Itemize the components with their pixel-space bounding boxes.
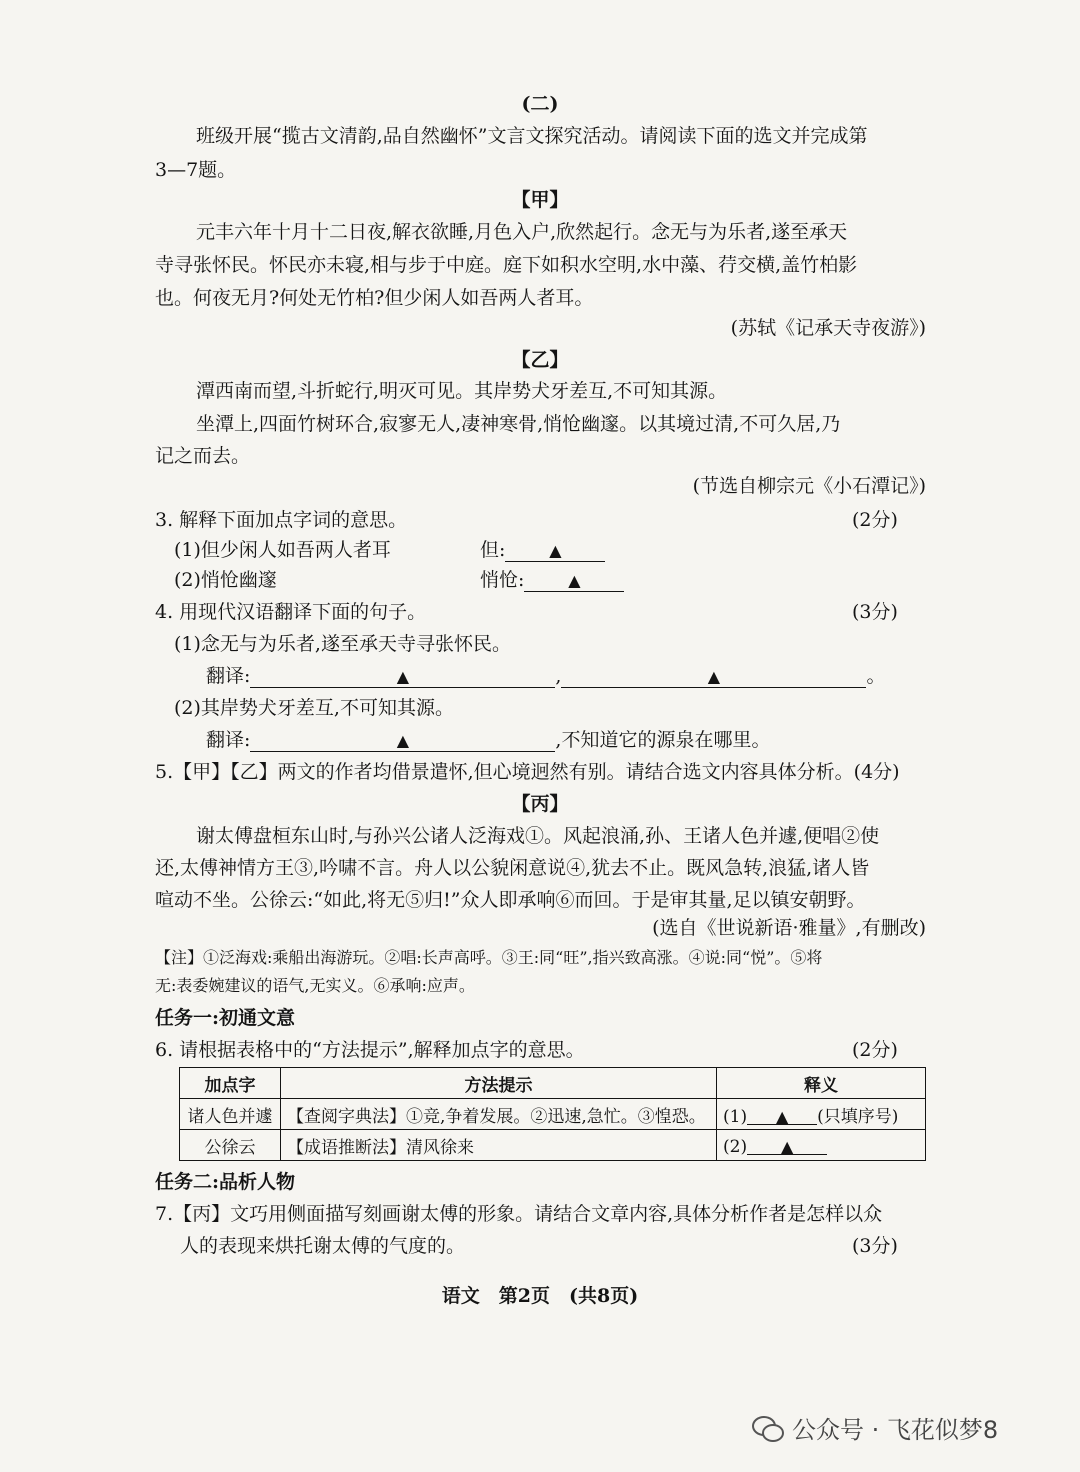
intro-text-line-1: 班级开展“揽古文清韵,品自然幽怀”文言文探究活动。请阅读下面的选文并完成第: [196, 125, 868, 147]
answer-number: (1): [723, 1106, 748, 1127]
table-cell: 诸人色并遽: [180, 1099, 281, 1130]
table-row: [180, 1099, 926, 1130]
period: 。: [866, 665, 886, 687]
question-3-stem: 3. 解释下面加点字词的意思。: [155, 509, 408, 531]
section-title: (二): [521, 93, 559, 115]
table-cell: 公徐云: [180, 1130, 281, 1161]
question-4-translation-2[interactable]: [206, 726, 770, 754]
question-4-item-1: (1)念无与为乐者,遂至承天寺寻张怀民。: [174, 633, 511, 655]
table-row: [180, 1130, 926, 1161]
wechat-icon: [752, 1416, 782, 1440]
question-6-stem: 6. 请根据表格中的“方法提示”,解释加点字的意思。: [155, 1039, 585, 1061]
passage-bing-source: (选自《世说新语·雅量》,有删改): [652, 917, 926, 939]
question-4-stem: 4. 用现代汉语翻译下面的句子。: [155, 601, 427, 623]
question-7-line-1: 7.【丙】文巧用侧面描写刻画谢太傅的形象。请结合文章内容,具体分析作者是怎样以众: [155, 1203, 883, 1225]
answer-label: 悄怆:: [480, 569, 525, 591]
table-cell: 【成语推断法】清风徐来: [281, 1130, 717, 1161]
question-3-item-2: (2)悄怆幽邃: [174, 569, 277, 591]
annotation-line-1: 【注】①泛海戏:乘船出海游玩。②唱:长声高呼。③王:同“旺”,指兴致高涨。④说:同“悦”。⑤将: [155, 948, 823, 967]
table-header-cell: 释义: [717, 1068, 926, 1099]
passage-yi-line: 记之而去。: [155, 445, 251, 467]
passage-bing-heading: 【丙】: [511, 793, 569, 815]
question-4-translation-1[interactable]: [206, 662, 885, 690]
answer-hint: (只填序号): [817, 1106, 899, 1127]
question-3-answer-1[interactable]: [480, 536, 605, 564]
passage-jia-heading: 【甲】: [511, 189, 569, 211]
triangle-icon: ▲: [775, 1106, 789, 1126]
triangle-icon: ▲: [568, 571, 581, 590]
passage-jia-line: 寺寻张怀民。怀民亦未寝,相与步于中庭。庭下如积水空明,水中藻、荇交横,盖竹柏影: [155, 254, 858, 276]
question-7-line-2: 人的表现来烘托谢太傅的气度的。: [180, 1235, 466, 1257]
annotation-line-2: 无:表委婉建议的语气,无实义。⑥承响:应声。: [155, 976, 475, 995]
translate-label: 翻译:: [206, 665, 251, 687]
passage-yi-source: (节选自柳宗元《小石潭记》): [692, 475, 926, 497]
passage-bing-line: 谢太傅盘桓东山时,与孙兴公诸人泛海戏①。风起浪涌,孙、王诸人色并遽,便唱②使: [196, 825, 880, 847]
translate-label: 翻译:: [206, 729, 251, 751]
answer-blank[interactable]: [505, 537, 605, 562]
comma: ,: [555, 665, 562, 687]
page-footer: 语文 第2页 (共8页): [441, 1285, 639, 1307]
table-answer-cell[interactable]: [717, 1130, 926, 1161]
question-4-score: (3分): [852, 601, 898, 623]
table-header-row: [180, 1068, 926, 1099]
triangle-icon: ▲: [707, 667, 721, 686]
answer-label: 但:: [480, 539, 506, 561]
table-cell: 【查阅字典法】①竞,争着发展。②迅速,急忙。③惶恐。: [281, 1099, 717, 1130]
passage-yi-line: 潭西南而望,斗折蛇行,明灭可见。其岸势犬牙差互,不可知其源。: [196, 380, 728, 402]
translation-tail: ,不知道它的源泉在哪里。: [555, 729, 771, 751]
watermark-text: 公众号 · 飞花似梦8: [792, 1416, 999, 1444]
question-6-score: (2分): [852, 1039, 898, 1061]
passage-bing-line: 还,太傅神情方王③,吟啸不言。舟人以公貌闲意说④,犹去不止。既风急转,浪猛,诸人皆: [155, 857, 870, 879]
table-header-cell: 加点字: [180, 1068, 281, 1099]
passage-jia-line: 也。何夜无月?何处无竹柏?但少闲人如吾两人者耳。: [155, 287, 594, 309]
triangle-icon: ▲: [780, 1136, 794, 1156]
passage-jia-source: (苏轼《记承天寺夜游》): [730, 317, 926, 339]
answer-blank[interactable]: [747, 1104, 817, 1125]
task-2-heading: 任务二:品析人物: [155, 1171, 296, 1193]
question-7-score: (3分): [852, 1235, 898, 1257]
task-1-heading: 任务一:初通文意: [155, 1007, 296, 1029]
passage-yi-heading: 【乙】: [511, 349, 569, 371]
answer-blank[interactable]: [747, 1134, 827, 1155]
triangle-icon: ▲: [396, 667, 410, 686]
answer-blank[interactable]: [250, 663, 555, 688]
passage-bing-line: 喧动不坐。公徐云:“如此,将无⑤归!”众人即承响⑥而回。于是审其量,足以镇安朝野。: [155, 889, 866, 911]
question-3-score: (2分): [852, 509, 898, 531]
triangle-icon: ▲: [396, 731, 410, 750]
question-3-answer-2[interactable]: [480, 566, 624, 594]
triangle-icon: ▲: [549, 541, 562, 560]
answer-number: (2): [723, 1136, 748, 1157]
intro-text-line-2: 3—7题。: [155, 159, 237, 181]
answer-blank[interactable]: [561, 663, 866, 688]
passage-jia-line: 元丰六年十月十二日夜,解衣欲睡,月色入户,欣然起行。念无与为乐者,遂至承天: [196, 221, 848, 243]
question-4-item-2: (2)其岸势犬牙差互,不可知其源。: [174, 697, 454, 719]
answer-blank[interactable]: [250, 727, 555, 752]
passage-yi-line: 坐潭上,四面竹树环合,寂寥无人,凄神寒骨,悄怆幽邃。以其境过清,不可久居,乃: [196, 413, 841, 435]
method-table: [179, 1067, 926, 1161]
question-3-item-1: (1)但少闲人如吾两人者耳: [174, 539, 391, 561]
watermark: [752, 1410, 998, 1445]
table-header-cell: 方法提示: [281, 1068, 717, 1099]
answer-blank[interactable]: [524, 567, 624, 592]
table-answer-cell[interactable]: [717, 1099, 926, 1130]
question-5: 5.【甲】【乙】两文的作者均借景遣怀,但心境迥然有别。请结合选文内容具体分析。(4分): [155, 761, 900, 783]
